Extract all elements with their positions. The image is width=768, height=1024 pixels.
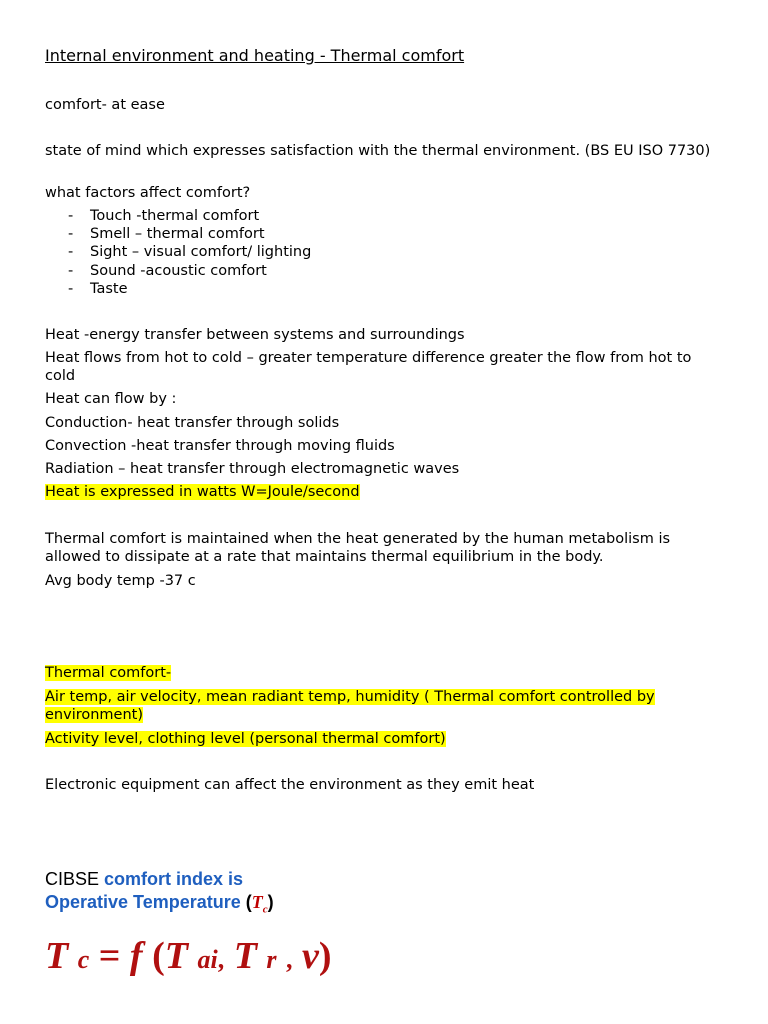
bullet-dash: - [68, 280, 74, 297]
operative-temperature-formula: T c = f (T ai, T r , v) [45, 935, 332, 977]
heat-line: Radiation – heat transfer through electromagnetic waves [45, 461, 460, 477]
highlighted-thermal-comfort: Thermal comfort- [45, 665, 172, 681]
bullet-dash: - [68, 208, 74, 224]
list-item: - Taste [68, 280, 128, 297]
paragraph-electronic-equipment: Electronic equipment can affect the environment as they emit heat [45, 777, 535, 793]
paragraph-comfort-definition: comfort- at ease [45, 97, 165, 113]
list-item: - Smell – thermal comfort [68, 226, 265, 243]
list-item: - Touch -thermal comfort [68, 208, 260, 224]
highlighted-environment-factors: Air temp, air velocity, mean radiant temp, humidity ( Thermal comfort controlled by environment) [45, 689, 655, 723]
list-item: - Sound -acoustic comfort [68, 262, 267, 279]
cibse-comfort-index: CIBSE comfort index is Operative Temperature $(T_c)$ [45, 869, 274, 916]
comfort-factors-list [68, 207, 311, 298]
heat-line: Heat flows from hot to cold – greater temperature difference greater the flow from hot to cold [45, 350, 692, 384]
heat-line: Heat can flow by : [45, 391, 177, 407]
heat-line: Heat -energy transfer between systems and surroundings [45, 327, 465, 343]
document-title: Internal environment and heating - Thermal comfort [45, 46, 465, 65]
paragraph-iso-definition: state of mind which expresses satisfaction with the thermal environment. (BS EU ISO 7730) [45, 143, 711, 159]
paragraph-question: what factors affect comfort? [45, 185, 251, 201]
highlighted-personal-factors: Activity level, clothing level (personal thermal comfort) [45, 731, 446, 747]
paragraph-body-temp: Avg body temp -37 c [45, 573, 196, 589]
bullet-dash: - [68, 244, 74, 261]
list-item: - Sight – visual comfort/ lighting [68, 244, 312, 261]
highlighted-heat-units: Heat is expressed in watts W=Joule/second [45, 484, 360, 500]
bullet-dash: - [68, 262, 74, 279]
heat-line: Conduction- heat transfer through solids [45, 415, 340, 431]
heat-line: Convection -heat transfer through moving fluids [45, 438, 395, 454]
bullet-dash: - [68, 226, 74, 243]
paragraph-thermal-equilibrium: Thermal comfort is maintained when the heat generated by the human metabolism is allowed to dissipate at a rate that maintains thermal equilibrium in the body. [45, 531, 671, 565]
